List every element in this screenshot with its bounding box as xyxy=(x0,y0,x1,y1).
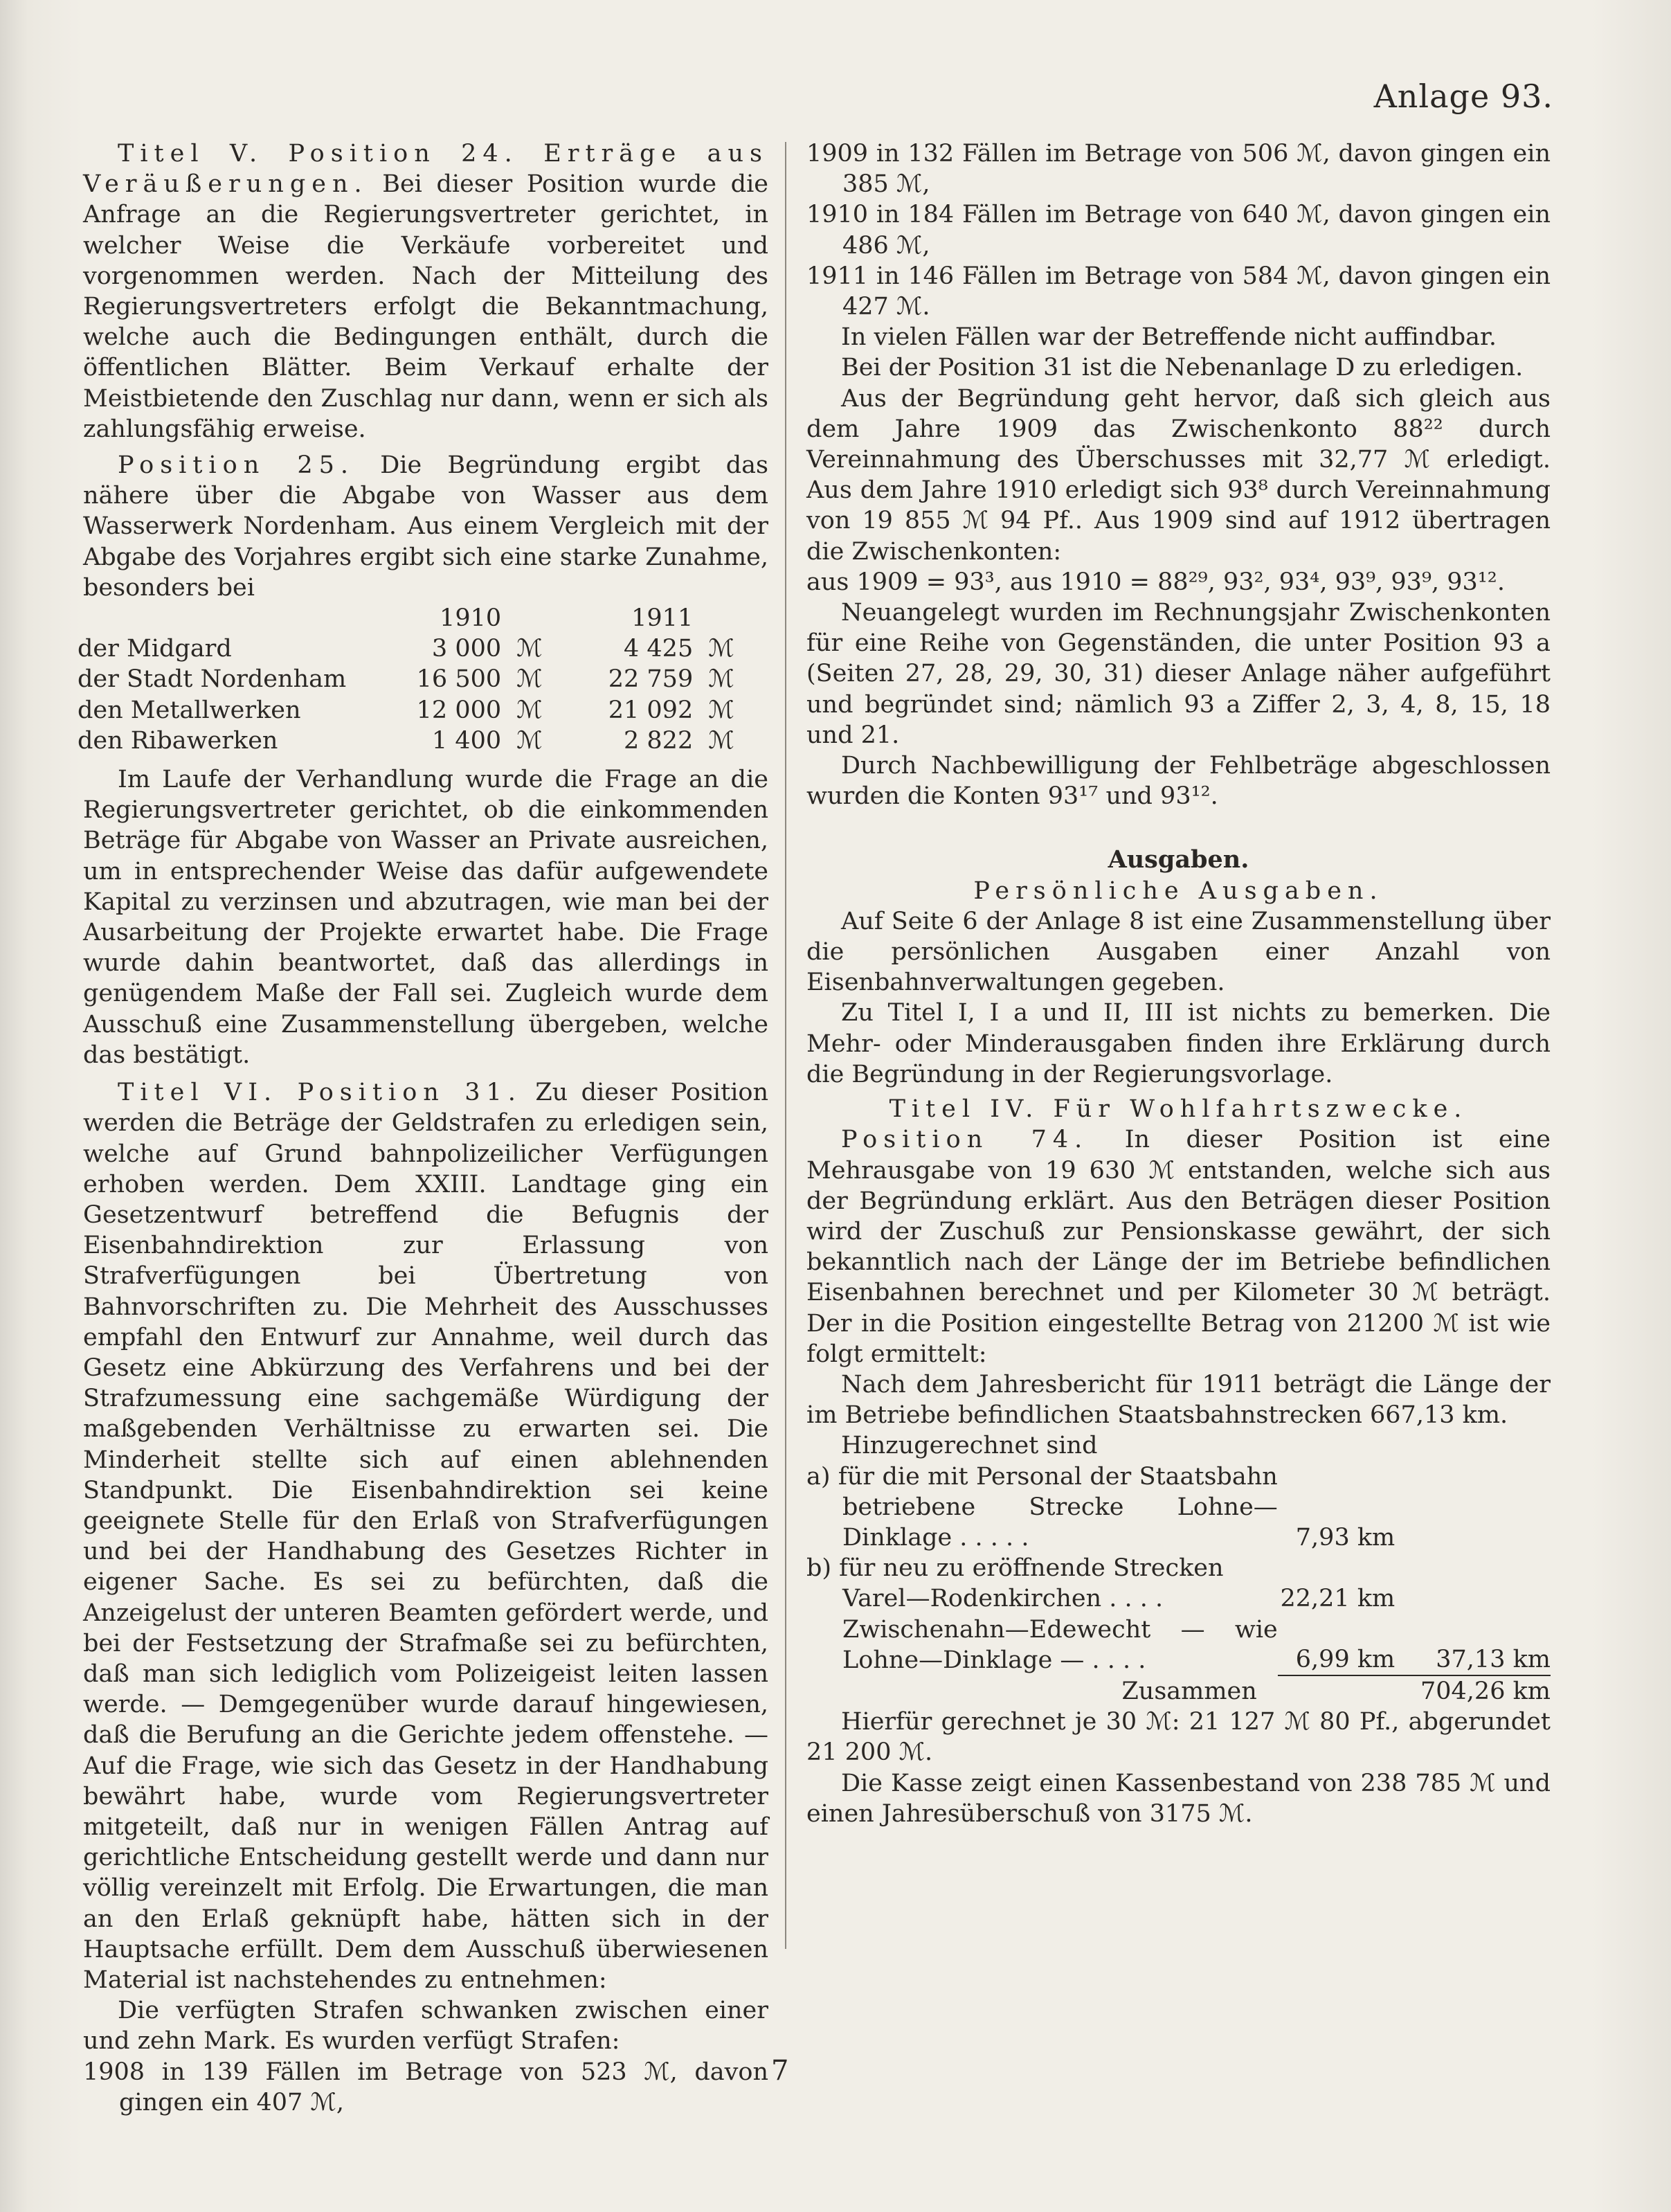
paragraph-titel-i-iii: Zu Titel I, I a und II, III ist nichts zu bemerken. Die Mehr- oder Minderausgaben finden ihre Erklärung durch die Begründung in der Regierungsvorlage. xyxy=(806,999,1551,1088)
cell-value: 6,99 km xyxy=(1278,1615,1395,1675)
cell-unit: ℳ xyxy=(516,665,543,694)
row-label: b) für neu zu eröffnende Strecken xyxy=(806,1554,1224,1583)
column-divider xyxy=(785,142,786,1949)
fine-entry-1910: 1910 in 184 Fällen im Betrage von 640 ℳ, davon gingen ein 486 ℳ, xyxy=(806,201,1551,260)
cell-value: 22,21 km xyxy=(1280,1585,1395,1613)
right-column xyxy=(806,138,1551,1829)
paragraph-strafen: Die verfügten Strafen schwanken zwischen einer und zehn Mark. Es wurden verfügt Strafen: xyxy=(83,1997,768,2056)
cell-unit: ℳ xyxy=(708,635,734,663)
paragraph-kasse: Die Kasse zeigt einen Kassenbestand von 238 785 ℳ und einen Jahresüberschuß von 3175 ℳ. xyxy=(806,1769,1551,1828)
paragraph-titel-vi xyxy=(83,1077,768,1995)
table-row xyxy=(78,664,768,694)
paragraph-zusammenstellung: Auf Seite 6 der Anlage 8 ist eine Zusammenstellung über die persönlichen Ausgaben einer Anzahl von Eisenbahnverwaltungen gegeben. xyxy=(806,907,1551,997)
cell-value: 4 425 xyxy=(624,635,694,663)
cell-value: 12 000 xyxy=(416,696,502,724)
paragraph-nachbewilligung: Durch Nachbewilligung der Fehlbeträge abgeschlossen wurden die Konten 93¹⁷ und 93¹². xyxy=(806,752,1551,811)
cell-value: 2 822 xyxy=(624,726,694,755)
paragraph-jahresbericht: Nach dem Jahresbericht für 1911 beträgt die Länge der im Betriebe befindlichen Staatsbahnstrecken 667,13 km. xyxy=(806,1370,1551,1430)
row-label: Zusammen xyxy=(1121,1677,1257,1705)
cell-unit: ℳ xyxy=(516,726,543,755)
heading-ausgaben: Ausgaben. xyxy=(1108,845,1249,874)
cell-value: 16 500 xyxy=(416,665,502,694)
fine-entry-1911: 1911 in 146 Fällen im Betrage von 584 ℳ, davon gingen ein 427 ℳ. xyxy=(806,262,1551,321)
cell-value: 1 400 xyxy=(431,726,502,755)
paragraph-neuangelegt: Neuangelegt wurden im Rechnungsjahr Zwischenkonten für eine Reihe von Gegenständen, die unter Position 93 a (Seiten 27, 28, 29, 30, 31) dieser Anlage näher aufgeführt und begründet sind; nämlich 93 a Ziffer 2, 3, 4, 8, 15, 18 und 21. xyxy=(806,599,1551,749)
row-label: der Stadt Nordenham xyxy=(78,665,347,694)
table-row xyxy=(806,1615,1551,1675)
column-header: 1911 xyxy=(631,604,694,633)
fine-entry-1908: 1908 in 139 Fällen im Betrage von 523 ℳ, davon gingen ein 407 ℳ, xyxy=(83,2058,768,2116)
left-column xyxy=(78,138,768,2118)
table-row xyxy=(78,695,768,726)
row-label: a) für die mit Personal der Staatsbahn betriebene Strecke Lohne—Dinklage . . . . . xyxy=(806,1462,1278,1552)
row-label: Zwischenahn—Edewecht — wie Lohne—Dinklage — . . . . xyxy=(842,1615,1278,1674)
table-row xyxy=(78,726,768,756)
row-label: den Ribawerken xyxy=(78,726,278,755)
paragraph-text: Zu dieser Position werden die Beträge der Geldstrafen zu erledigen sein, welche auf Grund bahnpolizeilicher Verfügungen erhoben werden. Dem XXIII. Landtage ging ein Gesetzentwurf betreffend die Befugnis der Eisenbahndirektion zur Erlassung von Strafverfügungen bei Übertretung von Bahnvorschriften zu. Die Mehrheit des Ausschusses empfahl den Entwurf zur Annahme, weil durch das Gesetz eine Abkürzung des Verfahrens und bei der Strafzumessung eine sachgemäße Würdigung der maßgebenden Verhältnisse zu erwarten sei. Die Minderheit stellte sich auf einen ablehnenden Standpunkt. Die Eisenbahndirektion sei keine geeignete Stelle für den Erlaß von Strafverfügungen und bei der Handhabung des Gesetzes Richter in eigener Sache. Es sei zu befürchten, daß die Anzeigelust der unteren Beamten gefördert werde, und bei der Festsetzung der Strafmaße sei zu befürchten, daß man sich lediglich vom Polizeigeist leiten lassen werde. — Demgegenüber wurde darauf hingewiesen, daß die Berufung an die Gerichte jedem offenstehe. — Auf die Frage, wie sich das Gesetz in der Handhabung bewährt habe, wurde vom Regierungsvertreter mitgeteilt, daß nur in wenigen Fällen Antrag auf gerichtliche Entscheidung gestellt werde und dann nur völlig vereinzelt mit Erfolg. Die Erwartungen, die man an den Erlaß geknüpft habe, hätten sich in der Hauptsache erfüllt. Dem dem Ausschuß überwiesenen Material ist nachstehendes zu entnehmen: xyxy=(83,1079,768,1994)
heading-persoenliche-ausgaben: Persönliche Ausgaben. xyxy=(973,876,1384,905)
paragraph-nebenanlage: Bei der Position 31 ist die Nebenanlage D zu erledigen. xyxy=(841,354,1524,382)
cell-value: 7,93 km xyxy=(1295,1523,1395,1552)
paragraph-text: In dieser Position ist eine Mehrausgabe von 19 630 ℳ entstanden, welche sich aus der Begründung erklärt. Aus den Beträgen dieser Position wird der Zuschuß zur Pensionskasse gewährt, der sich bekanntlich nach der Länge der im Betriebe befindlichen Eisenbahnen berechnet und per Kilometer 30 ℳ beträgt. Der in die Position eingestellte Betrag von 21200 ℳ ist wie folgt ermittelt: xyxy=(806,1126,1551,1368)
cell-unit: ℳ xyxy=(516,696,543,724)
row-label: den Metallwerken xyxy=(78,696,301,724)
row-label: der Midgard xyxy=(78,635,232,663)
row-label: Varel—Rodenkirchen . . . . xyxy=(842,1585,1164,1613)
fine-entry-1909: 1909 in 132 Fällen im Betrage von 506 ℳ, davon gingen ein 385 ℳ, xyxy=(806,140,1551,199)
section-heading: Titel V. Position 24. Erträge aus Veräußerungen. xyxy=(83,140,768,199)
page-number: 7 xyxy=(771,2055,789,2087)
table-total-row xyxy=(806,1675,1551,1707)
cell-unit: ℳ xyxy=(516,635,543,663)
heading-titel-iv: Titel IV. Für Wohlfahrtszwecke. xyxy=(889,1095,1468,1124)
track-length-table xyxy=(806,1462,1551,1707)
table-row xyxy=(78,633,768,664)
paragraph-verhandlung: Im Laufe der Verhandlung wurde die Frage an die Regierungsvertreter gerichtet, ob die einkommenden Beträge für Abgabe von Wasser an Private ausreichen, um in entsprechender Weise das dafür aufgewendete Kapital zu verzinsen und abzutragen, wie man bei der Ausarbeitung der Projekte erwartet habe. Die Frage wurde dahin beantwortet, daß das allerdings in genügendem Maße der Fall sei. Zugleich wurde dem Ausschuß eine Zusammenstellung übergeben, welche das bestätigt. xyxy=(83,766,768,1069)
paragraph-text: Die Begründung ergibt das nähere über die Abgabe von Wasser aus dem Wasserwerk Nordenham. Aus einem Vergleich mit der Abgabe des Vorjahres ergibt sich eine starke Zunahme, besonders bei xyxy=(83,451,768,602)
paragraph-hinzugerechnet: Hinzugerechnet sind xyxy=(841,1432,1098,1460)
paragraph-unfindable: In vielen Fällen war der Betreffende nicht auffindbar. xyxy=(841,323,1497,352)
cell-value: 3 000 xyxy=(431,635,502,663)
paragraph-position-74 xyxy=(806,1124,1551,1369)
section-heading: Position 74. xyxy=(841,1126,1089,1154)
table-row xyxy=(806,1583,1551,1614)
paragraph-hierfuer: Hierfür gerechnet je 30 ℳ: 21 127 ℳ 80 Pf., abgerundet 21 200 ℳ. xyxy=(806,1708,1551,1767)
cell-value: 21 092 xyxy=(608,696,694,724)
water-supply-table xyxy=(78,603,768,756)
cell-value: 704,26 km xyxy=(1420,1677,1551,1705)
table-header-row xyxy=(78,603,768,633)
cell-value: 37,13 km xyxy=(1395,1615,1551,1675)
cell-unit: ℳ xyxy=(708,696,734,724)
paragraph-titel-v xyxy=(83,138,768,444)
section-heading: Titel VI. Position 31. xyxy=(118,1079,522,1107)
column-header: 1910 xyxy=(440,604,502,633)
page-header: Anlage 93. xyxy=(1373,78,1553,115)
paragraph-zwischenkonto: Aus der Begründung geht hervor, daß sich gleich aus dem Jahre 1909 das Zwischenkonto 88²² durch Vereinnahmung des Überschusses mit 32,77 ℳ erledigt. Aus dem Jahre 1910 erledigt sich 93⁸ durch Vereinnahmung von 19 855 ℳ 94 Pf.. Aus 1909 sind auf 1912 übertragen die Zwischenkonten: xyxy=(806,384,1551,566)
section-heading: Position 25. xyxy=(118,451,355,480)
cell-unit: ℳ xyxy=(708,726,734,755)
paragraph-text: Bei dieser Position wurde die Anfrage an die Regierungsvertreter gerichtet, in welcher Weise die Verkäufe vorbereitet und vorgenommen werden. Nach der Mitteilung des Regierungsvertreters erfolgt die Bekanntmachung, welche auch die Bedingungen enthält, durch die öffentlichen Blätter. Beim Verkauf erhalte der Meistbietende den Zuschlag nur dann, wenn er sich als zahlungsfähig erweise. xyxy=(83,170,768,443)
table-row xyxy=(806,1553,1551,1583)
table-row xyxy=(806,1462,1551,1554)
paragraph-konten-list: aus 1909 = 93³, aus 1910 = 88²⁹, 93², 93⁴, 93⁹, 93⁹, 93¹². xyxy=(806,568,1505,596)
cell-unit: ℳ xyxy=(708,665,734,694)
paragraph-position-25 xyxy=(83,450,768,603)
cell-value: 22 759 xyxy=(608,665,694,694)
